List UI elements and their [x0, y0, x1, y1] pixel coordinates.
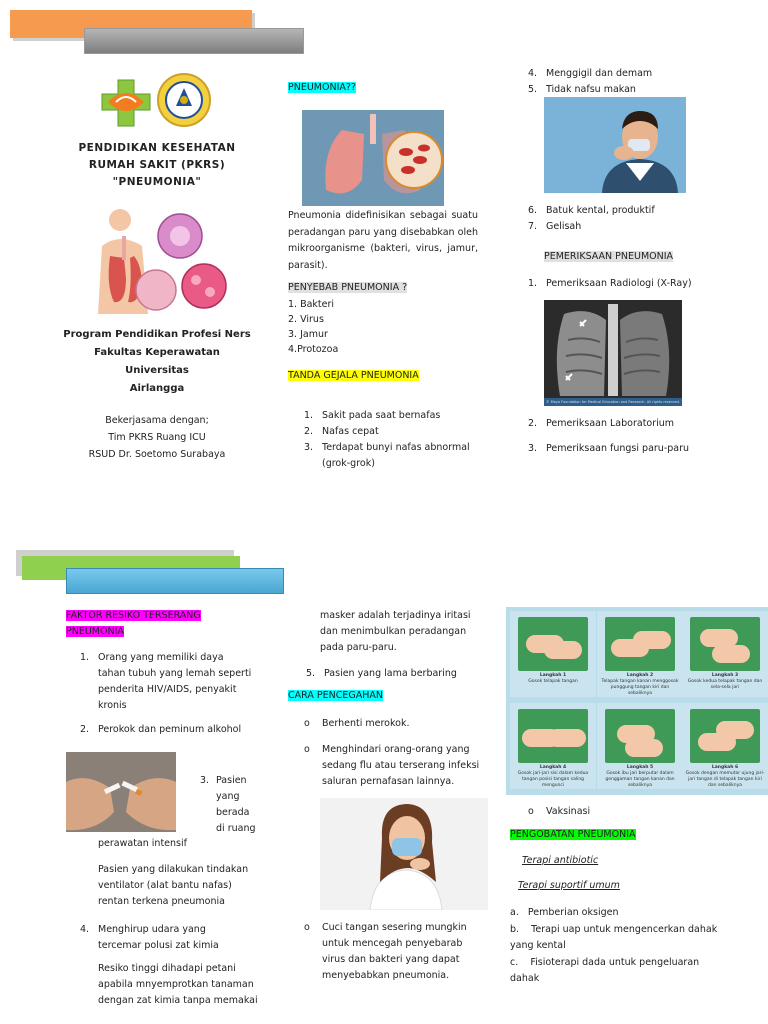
exam-heading: PEMERIKSAAN PNEUMONIA	[544, 251, 674, 262]
symptom-item: 7. Gelisah	[528, 221, 582, 232]
risk3-text-line2: yang	[216, 791, 240, 802]
cause-item: 4.Protozoa	[288, 344, 339, 355]
program-line3: Airlangga	[129, 383, 185, 394]
risk-item: 1. Orang yang memiliki daya tahan tubuh yang lemah seperti penderita HIV/AIDS, penyakit kronis	[80, 652, 252, 711]
poster-title-line2: RUMAH SAKIT (PKRS)	[88, 159, 226, 171]
symptom-item: 1. Sakit pada saat bernafas	[304, 410, 441, 421]
supportive-item: a. Pemberian oksigen	[510, 907, 619, 918]
risk-item: 4. Menghirup udara yang tercemar polusi zat kimia	[80, 924, 219, 951]
symptom-item: 5. Tidak nafsu makan	[528, 84, 636, 95]
breaking-cigarette-photo	[66, 752, 176, 832]
infected-lungs-illustration	[302, 110, 444, 206]
collab-line3: RSUD Dr. Soetomo Surabaya	[88, 449, 226, 460]
prevention-item: o Vaksinasi	[528, 806, 591, 817]
exam-item: 3. Pemeriksaan fungsi paru-paru	[528, 443, 690, 454]
causes-heading: PENYEBAB PNEUMONIA ?	[288, 282, 408, 293]
therapy-antibiotic: Terapi antibiotic	[522, 855, 599, 866]
university-seal-logo	[156, 72, 212, 128]
handwash-step: Langkah 4 Gosok jari-jari sisi dalam kedua tangan posisi tangan saling mengunci	[510, 703, 596, 789]
pneumonia-heading: PNEUMONIA??	[288, 82, 356, 93]
risk3-text-line3: berada	[216, 807, 250, 818]
poster-title-line3: "PNEUMONIA"	[112, 176, 202, 188]
program-line2: Fakultas Keperawatan Universitas	[94, 347, 220, 376]
risk-heading-line1: FAKTOR RESIKO TERSERANG	[66, 610, 201, 621]
symptom-item: 2. Nafas cepat	[304, 426, 379, 437]
prevention-item: o Menghindari orang-orang yang sedang flu atau terserang infeksi saluran pernafasan lainnya.	[304, 744, 480, 787]
respiratory-anatomy-illustration	[92, 206, 232, 314]
collab-line1: Bekerjasama dengan;	[105, 415, 209, 426]
cause-item: 3. Jamur	[288, 329, 328, 340]
cause-item: 1. Bakteri	[288, 299, 335, 310]
xray-caption: © Mayo Foundation for Medical Education and Research. All rights reserved.	[546, 400, 680, 404]
prevention-item: o Berhenti merokok.	[304, 718, 410, 729]
handwash-step: Langkah 5 Gosok ibu jari berputar dalam genggaman tangan kanan dan sebaliknya	[597, 703, 683, 789]
supportive-item: b. Terapi uap untuk mengencerkan dahak yang kental	[510, 923, 718, 951]
therapy-supportive: Terapi suportif umum	[518, 880, 620, 891]
treatment-heading: PENGOBATAN PNEUMONIA	[510, 829, 636, 840]
gray-banner-bar	[84, 28, 304, 54]
symptom-item: 3. Terdapat bunyi nafas abnormal (grok-grok)	[304, 442, 470, 469]
risk3-text-line5: perawatan intensif	[98, 838, 187, 849]
cause-item: 2. Virus	[288, 314, 324, 325]
coughing-man-photo	[544, 97, 686, 193]
poster-title-line1: PENDIDIKAN KESEHATAN	[78, 142, 236, 154]
prevention-heading: CARA PENCEGAHAN	[288, 690, 383, 701]
risk-item: 2. Perokok dan peminum alkohol	[80, 724, 242, 735]
blue-banner-bar	[66, 568, 284, 594]
program-line1: Program Pendidikan Profesi Ners	[63, 329, 251, 340]
risk4-extra: Resiko tinggi dihadapi petani apabila mnyemprotkan tanaman dengan zat kimia tanpa memakai	[98, 963, 258, 1006]
chest-xray-image	[544, 300, 682, 406]
handwashing-steps-chart	[506, 607, 768, 795]
exam-item: 1. Pemeriksaan Radiologi (X-Ray)	[528, 278, 692, 289]
risk3-text-line1: Pasien	[216, 775, 247, 786]
handwash-step: Langkah 6 Gosok dengan memutar ujung jari-jari tangan di telapak tangan kiri dan sebaliknya	[682, 703, 768, 789]
masked-woman-photo	[320, 798, 488, 910]
symptom-item: 4. Menggigil dan demam	[528, 68, 653, 79]
risk3-text-line4: di ruang	[216, 823, 256, 834]
handwash-step: Langkah 3 Gosok kedua telapak tangan dan sela-sela jari	[682, 611, 768, 697]
pneumonia-definition: Pneumonia didefinisikan sebagai suatu peradangan paru yang disebabkan oleh mikroorganisme (bakteri, virus, jamur, parasit).	[288, 210, 478, 271]
symptom-item: 6. Batuk kental, produktif	[528, 205, 655, 216]
risk4-continued: masker adalah terjadinya iritasi dan menimbulkan peradangan pada paru-paru.	[320, 610, 471, 653]
risk3-extra: Pasien yang dilakukan tindakan ventilator (alat bantu nafas) rentan terkena pneumonia	[98, 864, 249, 907]
handwash-step: Langkah 1 Gosok telapak tangan	[510, 611, 596, 697]
risk-heading-line2: PNEUMONIA	[66, 626, 124, 637]
collab-line2: Tim PKRS Ruang ICU	[108, 432, 206, 443]
hospital-cross-logo	[98, 78, 154, 128]
symptoms-heading: TANDA GEJALA PNEUMONIA	[288, 370, 419, 381]
exam-item: 2. Pemeriksaan Laboratorium	[528, 418, 675, 429]
risk-item: 5. Pasien yang lama berbaring	[306, 668, 457, 679]
prevention-item: o Cuci tangan sesering mungkin untuk mencegah penyebarab virus dan bakteri yang dapat menyebabkan pneumonia.	[304, 922, 467, 981]
handwash-step: Langkah 2 Telapak tangan kanan menggosok punggung tangan kiri dan sebaliknya	[597, 611, 683, 697]
supportive-item: c. Fisioterapi dada untuk pengeluaran dahak	[510, 956, 700, 984]
risk3-number: 3.	[200, 775, 210, 786]
